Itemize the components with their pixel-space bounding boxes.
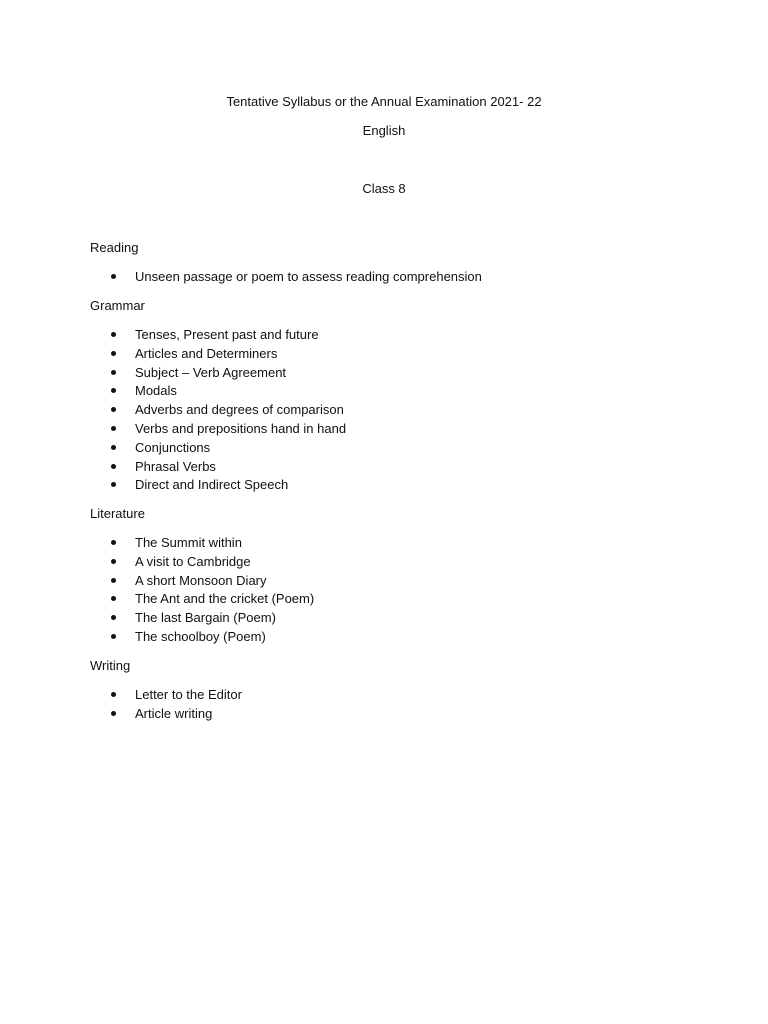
section-literature (90, 506, 690, 648)
bullet-icon (111, 426, 116, 431)
document-title: Tentative Syllabus or the Annual Examination 2021- 22 (226, 94, 542, 109)
list-item (90, 706, 690, 725)
document-class: Class 8 (362, 181, 406, 196)
section-heading: Literature (90, 506, 145, 521)
bullet-icon (111, 407, 116, 412)
section-heading: Reading (90, 240, 139, 255)
bullet-icon (111, 711, 116, 716)
list-item-text: The last Bargain (Poem) (135, 610, 276, 626)
list-item-text: Modals (135, 383, 177, 399)
list-item-text: Direct and Indirect Speech (135, 477, 289, 493)
bullet-icon (111, 388, 116, 393)
bullet-icon (111, 578, 116, 583)
list-item-text: The schoolboy (Poem) (135, 628, 266, 644)
list-item (90, 535, 690, 554)
list-item (90, 573, 690, 592)
list-item-text: Tenses, Present past and future (135, 327, 319, 342)
bullet-icon (111, 615, 116, 620)
bullet-icon (111, 634, 116, 639)
list-item-text: Unseen passage or poem to assess reading comprehension (135, 269, 482, 284)
list-item-text: Subject – Verb Agreement (135, 364, 287, 380)
list-item (90, 459, 690, 478)
list-item (90, 327, 690, 346)
list-item (90, 421, 690, 440)
list-item-text: Letter to the Editor (135, 687, 242, 702)
section-writing (90, 658, 690, 725)
bullet-icon (111, 274, 116, 279)
bullet-icon (111, 692, 116, 697)
section-heading: Grammar (90, 298, 145, 313)
list-item (90, 610, 690, 629)
list-item (90, 365, 690, 384)
list-item-text: Verbs and prepositions hand in hand (135, 420, 347, 436)
list-item (90, 687, 690, 706)
bullet-list (90, 687, 690, 725)
bullet-list (90, 535, 690, 648)
list-item (90, 346, 690, 365)
list-item-text: A short Monsoon Diary (135, 572, 267, 588)
list-item (90, 629, 690, 648)
list-item-text: Phrasal Verbs (135, 458, 216, 474)
bullet-icon (111, 540, 116, 545)
document-subject: English (362, 123, 406, 138)
list-item (90, 383, 690, 402)
list-item-text: Article writing (135, 705, 213, 721)
list-item (90, 402, 690, 421)
section-grammar (90, 298, 690, 496)
list-item (90, 269, 690, 288)
bullet-icon (111, 596, 116, 601)
section-heading: Writing (90, 658, 131, 673)
list-item-text: Conjunctions (135, 439, 211, 455)
bullet-icon (111, 332, 116, 337)
bullet-icon (111, 482, 116, 487)
list-item-text: A visit to Cambridge (135, 553, 251, 569)
bullet-icon (111, 559, 116, 564)
list-item-text: The Summit within (135, 535, 242, 550)
list-item-text: Adverbs and degrees of comparison (135, 402, 344, 418)
bullet-list (90, 327, 690, 496)
bullet-list (90, 269, 690, 288)
list-item (90, 591, 690, 610)
list-item (90, 477, 690, 496)
bullet-icon (111, 445, 116, 450)
list-item (90, 554, 690, 573)
bullet-icon (111, 464, 116, 469)
list-item-text: The Ant and the cricket (Poem) (135, 591, 315, 607)
bullet-icon (111, 370, 116, 375)
list-item-text: Articles and Determiners (135, 345, 278, 361)
bullet-icon (111, 351, 116, 356)
list-item (90, 440, 690, 459)
section-reading (90, 240, 690, 288)
